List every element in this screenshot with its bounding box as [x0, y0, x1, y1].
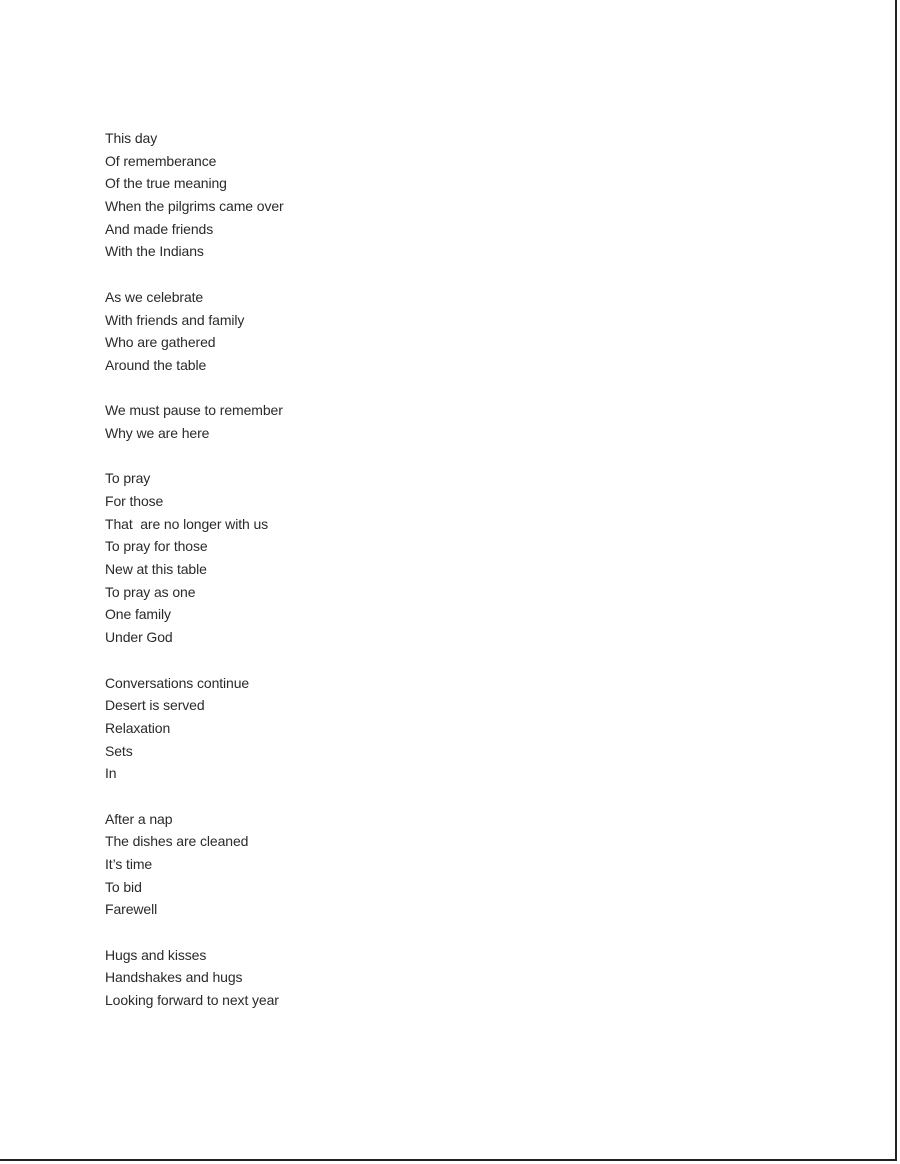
poem-line: Why we are here: [105, 424, 210, 441]
poem-line: Looking forward to next year: [105, 992, 279, 1009]
poem-line: The dishes are cleaned: [105, 833, 249, 850]
poem-line: We must pause to remember: [105, 402, 283, 419]
poem-line: Conversations continue: [105, 674, 250, 691]
stanza-7: [105, 944, 284, 1012]
poem-line: To bid: [105, 878, 142, 895]
poem-line: Who are gathered: [105, 334, 216, 351]
poem-line: With the Indians: [105, 243, 204, 260]
poem-line: Of rememberance: [105, 152, 217, 169]
poem-line: Around the table: [105, 356, 207, 373]
poem-line: This day: [105, 130, 158, 146]
stanza-2: [105, 286, 284, 377]
poem-line: Relaxation: [105, 719, 171, 736]
poem-line: With friends and family: [105, 311, 245, 328]
poem-line: Handshakes and hugs: [105, 969, 243, 986]
poem-line: Of the true meaning: [105, 175, 227, 192]
poem-line: Sets: [105, 742, 133, 759]
poem-body: [105, 127, 284, 1012]
stanza-4: [105, 467, 284, 649]
poem-line: When the pilgrims came over: [105, 198, 284, 215]
poem-line: After a nap: [105, 810, 173, 827]
poem-line: It’s time: [105, 856, 153, 872]
stanza-1: [105, 127, 284, 263]
poem-line: That are no longer with us: [105, 515, 269, 532]
stanza-5: [105, 672, 284, 785]
poem-line: To pray: [105, 470, 151, 487]
stanza-6: [105, 808, 284, 921]
poem-line: To pray as one: [105, 583, 196, 600]
poem-line: And made friends: [105, 220, 214, 237]
poem-line: Desert is served: [105, 697, 205, 714]
poem-line: Under God: [105, 629, 173, 646]
poem-line: One family: [105, 606, 171, 623]
poem-line: Farewell: [105, 901, 158, 918]
poem-line: In: [105, 765, 117, 782]
poem-line: New at this table: [105, 561, 207, 578]
stanza-3: [105, 399, 284, 444]
poem-line: As we celebrate: [105, 288, 204, 305]
poem-line: Hugs and kisses: [105, 946, 207, 963]
poem-line: To pray for those: [105, 538, 208, 555]
poem-line: For those: [105, 493, 164, 509]
